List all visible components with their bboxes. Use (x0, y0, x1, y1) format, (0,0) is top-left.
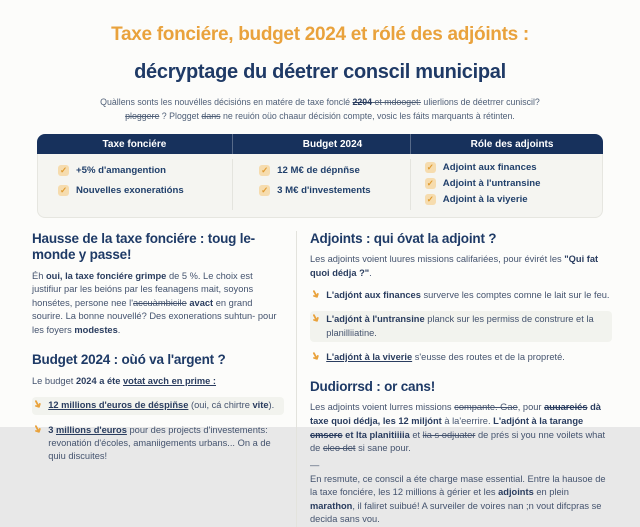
bullet-item (307, 287, 612, 302)
section-paragraph-2: En resmute, ce conscil a éte charge mase essential. Entre la hausoe de la taxe fonciére, les 12 millions à gérier et les adjoints en plein marathon, il faliret suibué! A surveiler de voires nan ;n vout difcpras se decida sans vou. (310, 473, 606, 525)
summary-col-taxe-fonciere (38, 159, 233, 210)
bullet-item (29, 421, 284, 464)
bullet-item (307, 311, 612, 341)
left-column (29, 230, 284, 527)
summary-header-role-adjoints: Róle des adjoints (470, 138, 554, 150)
list-item-label: +5% d'amangention (76, 164, 166, 176)
arrow-down-icon: ➜ (29, 421, 45, 436)
summary-table-body (37, 154, 603, 218)
summary-table-header-row (37, 134, 603, 154)
section-body: Éh oui, la taxe fonciére grimpe de 5 %. Le choix est justifiur par les beións par les feanagens mait, soyons honsétes, persone nee l'accuàmbicile avact en grand sourire. La bonne nouvellé? Des exonerations suhtun- pour les foyers modestes. (32, 270, 277, 335)
check-icon: ✓ (261, 184, 269, 195)
summary-table (37, 134, 603, 218)
page-title-line2: décryptage du déetrer conscil municipal (134, 60, 506, 83)
list-item (259, 165, 402, 176)
list-item (58, 185, 224, 196)
summary-col-budget-2024 (233, 159, 411, 210)
list-item (425, 162, 594, 173)
section-adjoints (307, 230, 612, 364)
check-icon: ✓ (426, 161, 434, 172)
bullet-text: 3 millions d'euros pour des projects d'investements: revonatión d'écoles, amaniigements urbans... On a de quiu discuites! (48, 424, 271, 461)
list-item-label: Nouvelles exoneratións (76, 184, 184, 196)
section-budget-argent (29, 352, 284, 463)
section-dudiorrsd (310, 379, 612, 527)
summary-header-taxe-fonciere: Taxe fonciére (37, 134, 233, 154)
list-item-label: 3 M€ d'investements (277, 184, 371, 196)
right-column (307, 230, 612, 527)
list-item (425, 178, 594, 189)
list-item-label: Adjoint aux finances (442, 161, 537, 173)
section-heading: Hausse de la taxe fonciére : toug le-monde y passe! (32, 230, 255, 263)
bullet-text: L'adjónt à la viverie s'eusse des routes et de la propreté. (326, 351, 565, 362)
bullet-text: L'adjónt à l'untransine planck sur les permiss de construre et la planilliiatine. (326, 314, 594, 338)
arrow-down-icon: ➜ (307, 349, 323, 363)
list-item (58, 165, 224, 176)
check-icon: ✓ (59, 184, 68, 195)
summary-col-role-adjoints (411, 159, 602, 210)
bullet-item (29, 397, 284, 414)
bullet-item (307, 349, 612, 364)
page-title (0, 11, 640, 87)
page-title-line1: Taxe fonciére, budget 2024 et rólé des adjóints : (111, 24, 529, 45)
section-heading: Adjoints : qui óvat la adjoint ? (310, 230, 497, 246)
summary-header-budget-2024: Budget 2024 (233, 134, 411, 154)
check-icon: ✓ (426, 177, 434, 188)
section-paragraph-1: Les adjoints voient lurres missions compante. Gae, pour auuareiés dà taxe quoi dédja, les 12 miljónt à la'eerrire. L'adjónt à la tarange cmserc et lta planitiiiia et lia s odjuater de prés si you nne voilets what de cleo det si sane pour. (310, 402, 606, 454)
section-body: Les adjoints voient luures missions califariées, pour évirét les "Qui fat quoi dédja ?". (310, 254, 599, 278)
section-subline: Le budget 2024 a éte votat avch en prime : (32, 375, 216, 386)
intro-line-1: Quàllens sonts les nouvélles décisións en matére de taxe fonclé 2204 et mdooget: ulierlions de déetrrer cuniscil? (100, 96, 540, 107)
intro-line-2: ploggere ? Plogget dans ne reuión oüo chaaur décisión compte, vosic les fáits marquants à rétinten. (125, 110, 515, 121)
arrow-down-icon: ➜ (307, 287, 323, 302)
list-item (425, 194, 594, 205)
check-icon: ✓ (59, 164, 68, 175)
check-icon: ✓ (426, 193, 434, 204)
check-icon: ✓ (261, 164, 269, 175)
list-item-label: Adjoint à la viyerie (442, 193, 528, 205)
bullet-text: 12 millions d'euros de déspiñse (oui, cá chirtre vite). (48, 400, 275, 411)
arrow-down-icon: ➜ (307, 311, 323, 326)
main-content (29, 230, 612, 527)
section-hausse-taxe (32, 231, 284, 338)
bullet-text: L'adjónt aux finances surverve les comptes comne le lait sur le feu. (326, 290, 610, 301)
column-divider (296, 231, 297, 527)
section-heading: Budget 2024 : oùó va l'argent ? (32, 352, 226, 368)
list-item-label: 12 M€ de dépnñse (277, 164, 360, 176)
section-heading: Dudiorrsd : or cans! (310, 378, 436, 394)
page-header (0, 0, 640, 123)
paragraph-separator: — (310, 459, 320, 470)
list-item (259, 185, 402, 196)
arrow-down-icon: ➜ (29, 397, 45, 412)
list-item-label: Adjoint à l'untransine (442, 177, 541, 189)
intro-text (60, 95, 580, 123)
